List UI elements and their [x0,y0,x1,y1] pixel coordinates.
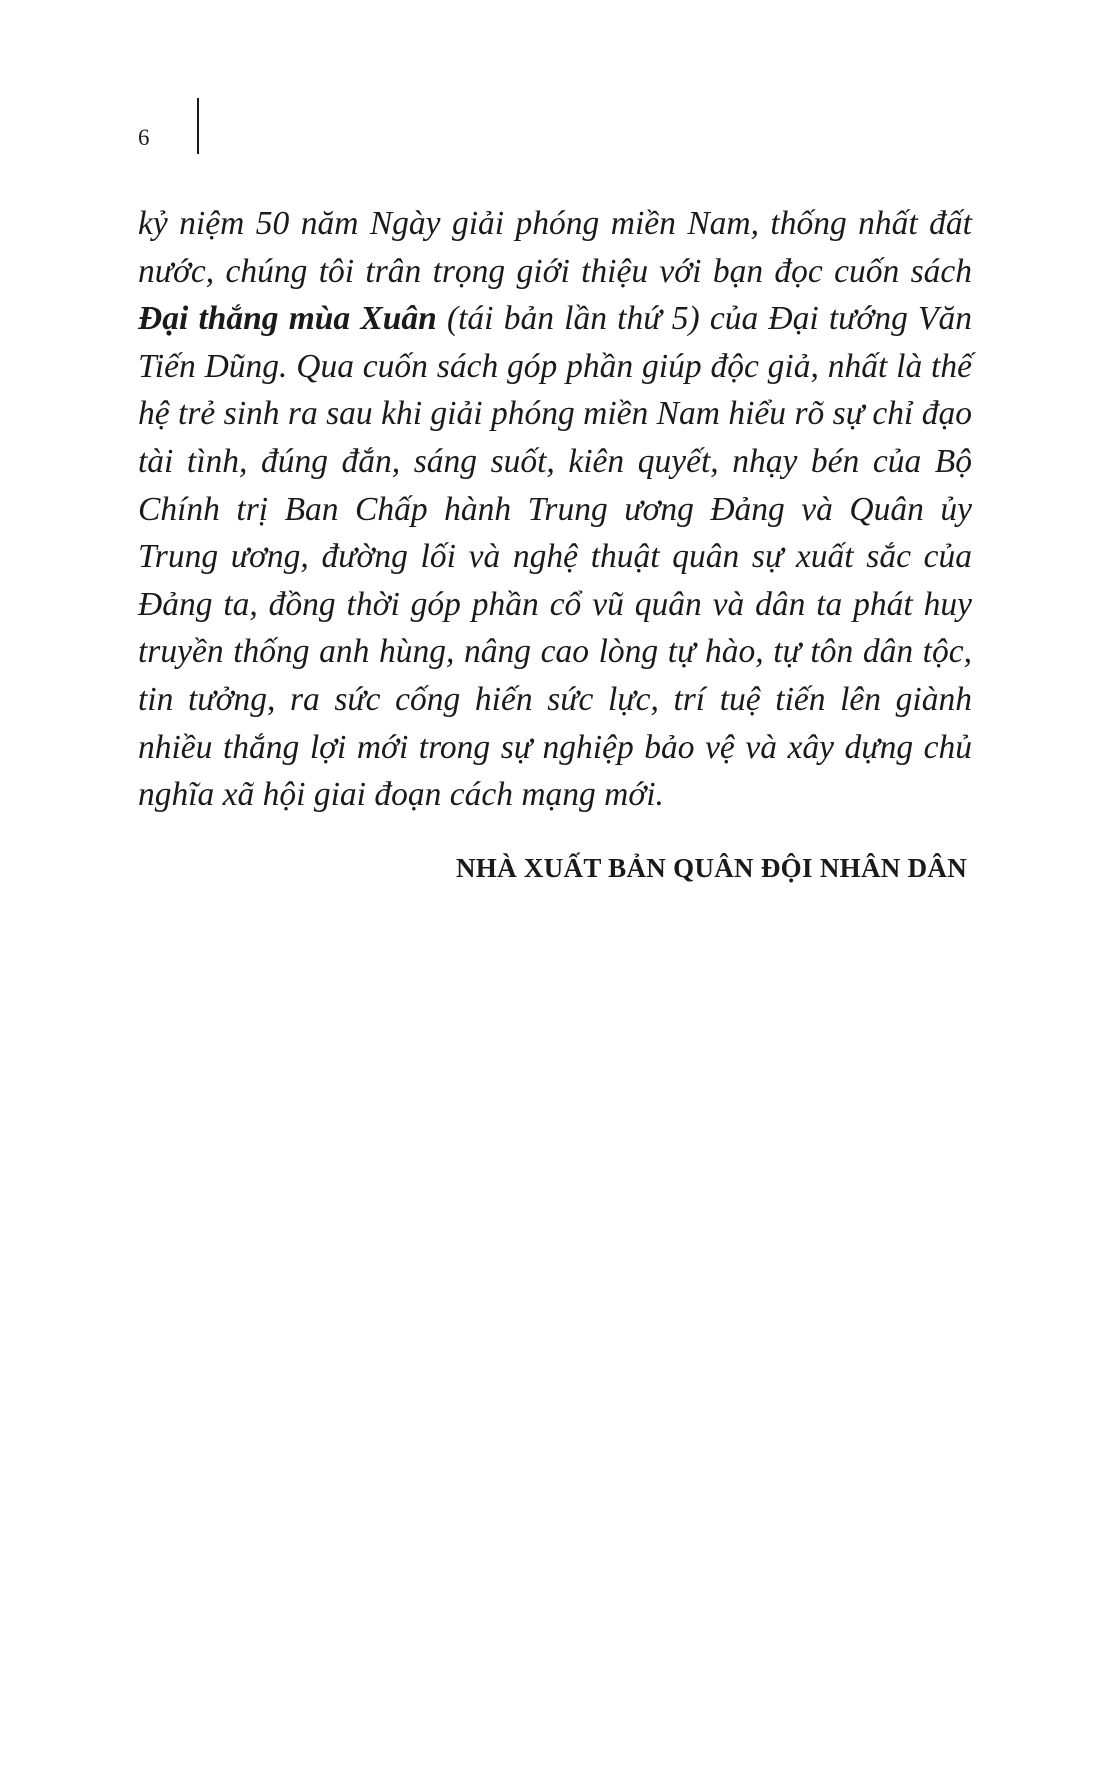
book-title: Đại thắng mùa Xuân [138,300,437,338]
paragraph-text-after-title: (tái bản lần thứ 5) của Đại tướng Văn Tiến Dũng. Qua cuốn sách góp phần giúp độc giả, nhất là thế hệ trẻ sinh ra sau khi giải phóng miền Nam hiểu rõ sự chỉ đạo tài tình, đúng đắn, sáng suốt, kiên quyết, nhạy bén của Bộ Chính trị Ban Chấp hành Trung ương Đảng và Quân ủy Trung ương, đường lối và nghệ thuật quân sự xuất sắc của Đảng ta, đồng thời góp phần cổ vũ quân và dân ta phát huy truyền thống anh hùng, nâng cao lòng tự hào, tự tôn dân tộc, tin tưởng, ra sức cống hiến sức lực, trí tuệ tiến lên giành nhiều thắng lợi mới trong sự nghiệp bảo vệ và xây dựng chủ nghĩa xã hội giai đoạn cách mạng mới. [138,300,972,814]
publisher-signature: NHÀ XUẤT BẢN QUÂN ĐỘI NHÂN DÂN [455,853,967,883]
header-divider [197,98,199,154]
paragraph-text-before-title: kỷ niệm 50 năm Ngày giải phóng miền Nam, thống nhất đất nước, chúng tôi trân trọng giới thiệu với bạn đọc cuốn sách [138,205,972,290]
body-paragraph [138,200,972,819]
page-number: 6 [138,125,150,150]
